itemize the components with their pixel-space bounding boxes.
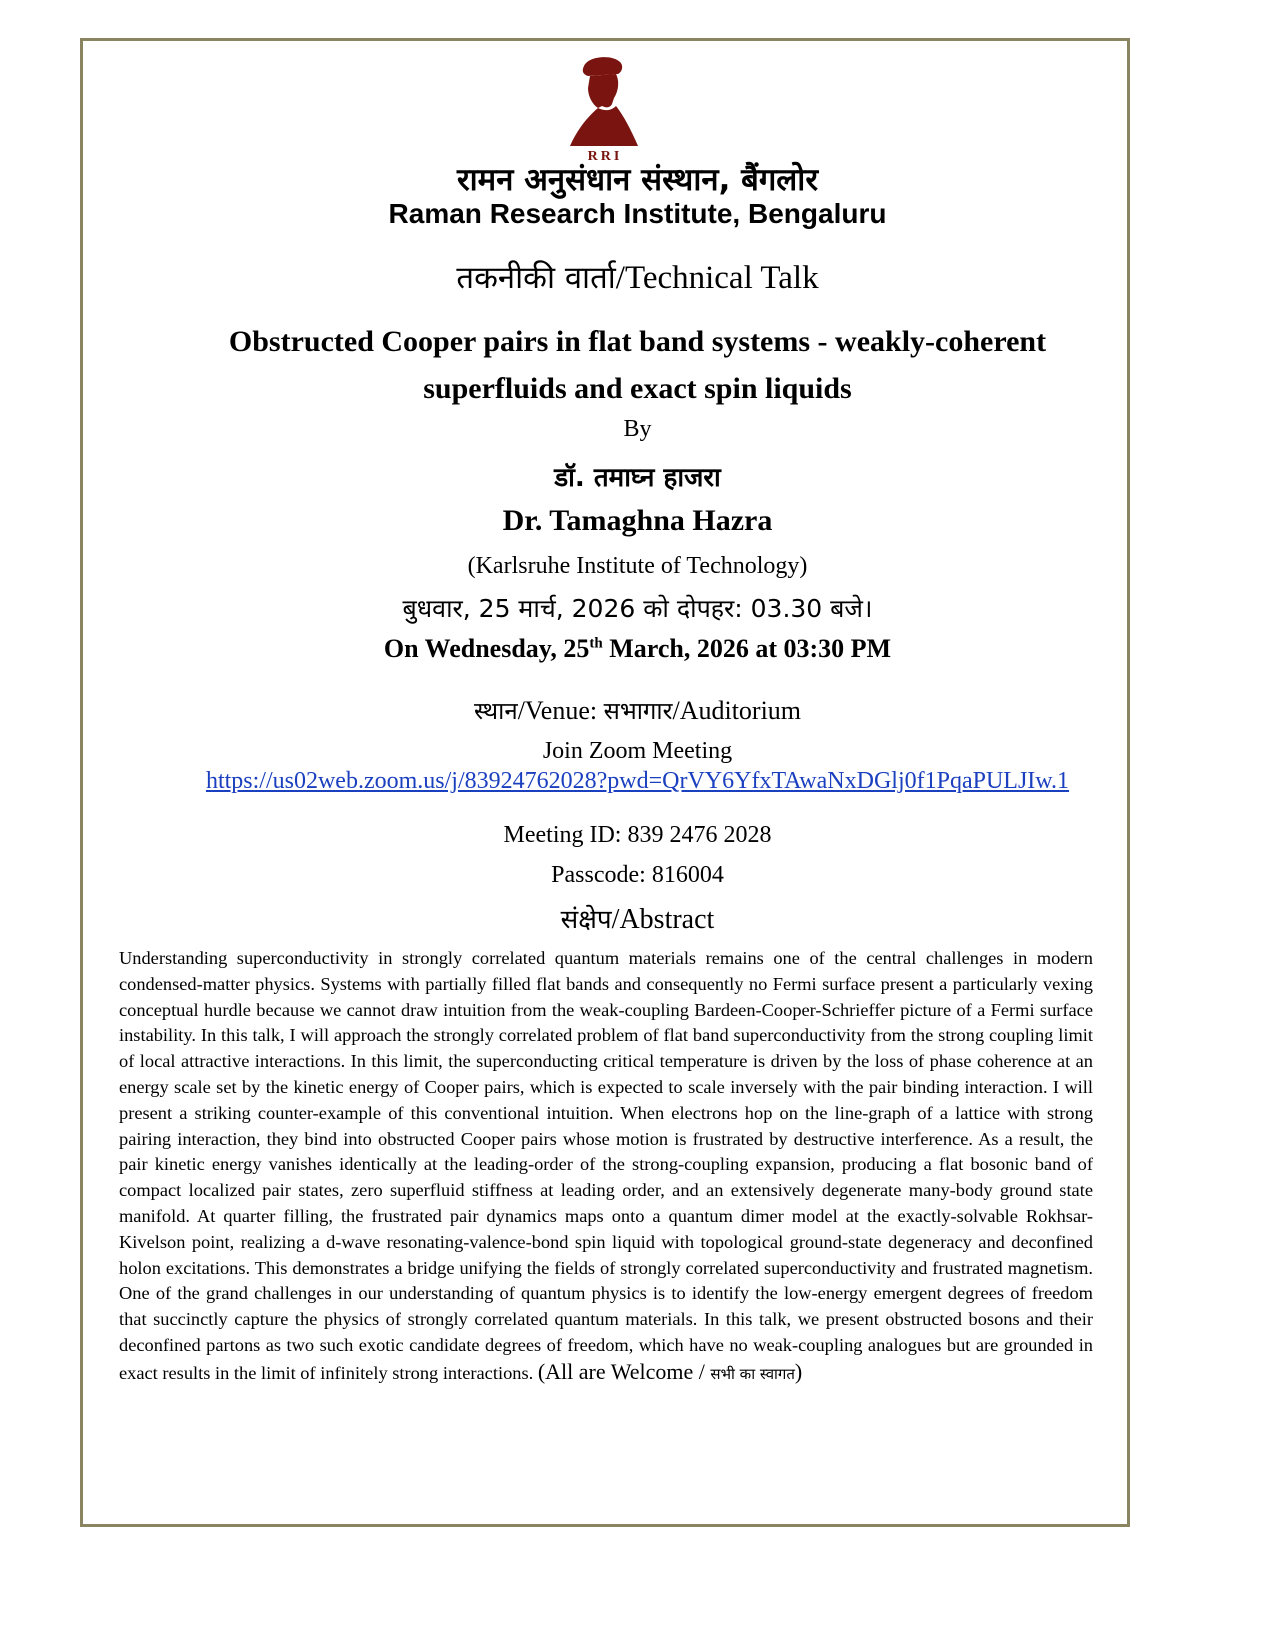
abstract-body — [119, 946, 1093, 1388]
schedule-ordinal: th — [589, 635, 603, 652]
speaker-name-english: Dr. Tamaghna Hazra — [502, 504, 773, 537]
talk-type-hindi: तकनीकी वार्ता — [456, 260, 616, 296]
welcome-note — [538, 1359, 802, 1384]
schedule-english — [0, 634, 1275, 664]
institute-hindi-name: रामन अनुसंधान संस्थान, बैंगलोर — [456, 162, 819, 198]
schedule-english-rest: March, 2026 at 03:30 PM — [602, 634, 892, 663]
welcome-close: ) — [794, 1358, 803, 1384]
zoom-label: Join Zoom Meeting — [542, 738, 733, 764]
passcode: Passcode: 816004 — [551, 862, 724, 888]
venue — [0, 694, 1275, 727]
venue-label-english: /Venue: — [517, 696, 604, 725]
abstract-heading-english: /Abstract — [611, 904, 715, 935]
talk-type — [0, 256, 1275, 298]
abstract-heading — [0, 900, 1275, 936]
venue-label-hindi: स्थान — [473, 697, 518, 725]
by-label: By — [623, 416, 652, 442]
talk-title — [0, 318, 1275, 412]
logo-text: RRI — [587, 149, 623, 162]
meeting-id: Meeting ID: 839 2476 2028 — [503, 822, 772, 848]
welcome-hindi: सभी का स्वागत — [710, 1364, 795, 1383]
zoom-link[interactable]: https://us02web.zoom.us/j/83924762028?pwd=QrVY6YfxTAwaNxDGlj0f1PqaPULJIw.1 — [205, 768, 1070, 794]
abstract-heading-hindi: संक्षेप — [560, 905, 612, 935]
venue-place-english: /Auditorium — [672, 696, 802, 725]
welcome-english: (All are Welcome / — [537, 1358, 711, 1384]
schedule-hindi: बुधवार, 25 मार्च, 2026 को दोपहर: 03.30 बजे। — [402, 594, 873, 623]
abstract-text: Understanding superconductivity in strongly correlated quantum materials remains one of the central challenges in modern condensed-matter physics. Systems with partially filled flat bands and consequently no Fermi surface present a particularly vexing conceptual hurdle because we cannot draw intuition from the weak-coupling Bardeen-Cooper-Schrieffer picture of a Fermi surface instability. In this talk, I will approach the strongly correlated problem of flat band superconductivity from the strong coupling limit of local attractive interactions. In this limit, the superconducting critical temperature is driven by the loss of phase coherence at an energy scale set by the kinetic energy of Cooper pairs, which is expected to scale inversely with the pair binding interaction. I will present a striking counter-example of this conventional intuition. When electrons hop on the line-graph of a lattice with strong pairing interaction, they bind into obstructed Cooper pairs whose motion is frustrated by destructive interference. As a result, the pair kinetic energy vanishes identically at the leading-order of the strong-coupling expansion, producing a flat bosonic band of compact localized pair states, zero superfluid stiffness at leading order, and an extensively degenerate many-body ground state manifold. At quarter filling, the frustrated pair dynamics maps onto a quantum dimer model at the exactly-solvable Rokhsar-Kivelson point, realizing a d-wave resonating-valence-bond spin liquid with topological ground-state degeneracy and deconfined holon excitations. This demonstrates a bridge unifying the fields of strongly correlated superconductivity and frustrated magnetism. One of the grand challenges in our understanding of quantum physics is to identify the low-energy emergent degrees of freedom that succinctly capture the physics of strongly correlated quantum materials. In this talk, we present obstructed bosons and their deconfined partons as two such exotic candidate degrees of freedom, which have no weak-coupling analogues but are grounded in exact results in the limit of infinitely strong interactions. — [119, 948, 1093, 1383]
speaker-name-hindi: डॉ. तमाघ्न हाजरा — [554, 463, 721, 493]
venue-place-hindi: सभागार — [603, 697, 673, 725]
talk-title-text: Obstructed Cooper pairs in flat band systems - weakly-coherent superfluids and exact spin liquids — [228, 325, 1047, 405]
speaker-affiliation: (Karlsruhe Institute of Technology) — [467, 553, 808, 579]
rri-logo — [562, 52, 648, 162]
schedule-english-prefix: On Wednesday, 25 — [383, 634, 590, 663]
institute-english-name: Raman Research Institute, Bengaluru — [388, 198, 887, 229]
talk-type-english: /Technical Talk — [615, 260, 819, 296]
zoom-link-row — [0, 768, 1275, 795]
